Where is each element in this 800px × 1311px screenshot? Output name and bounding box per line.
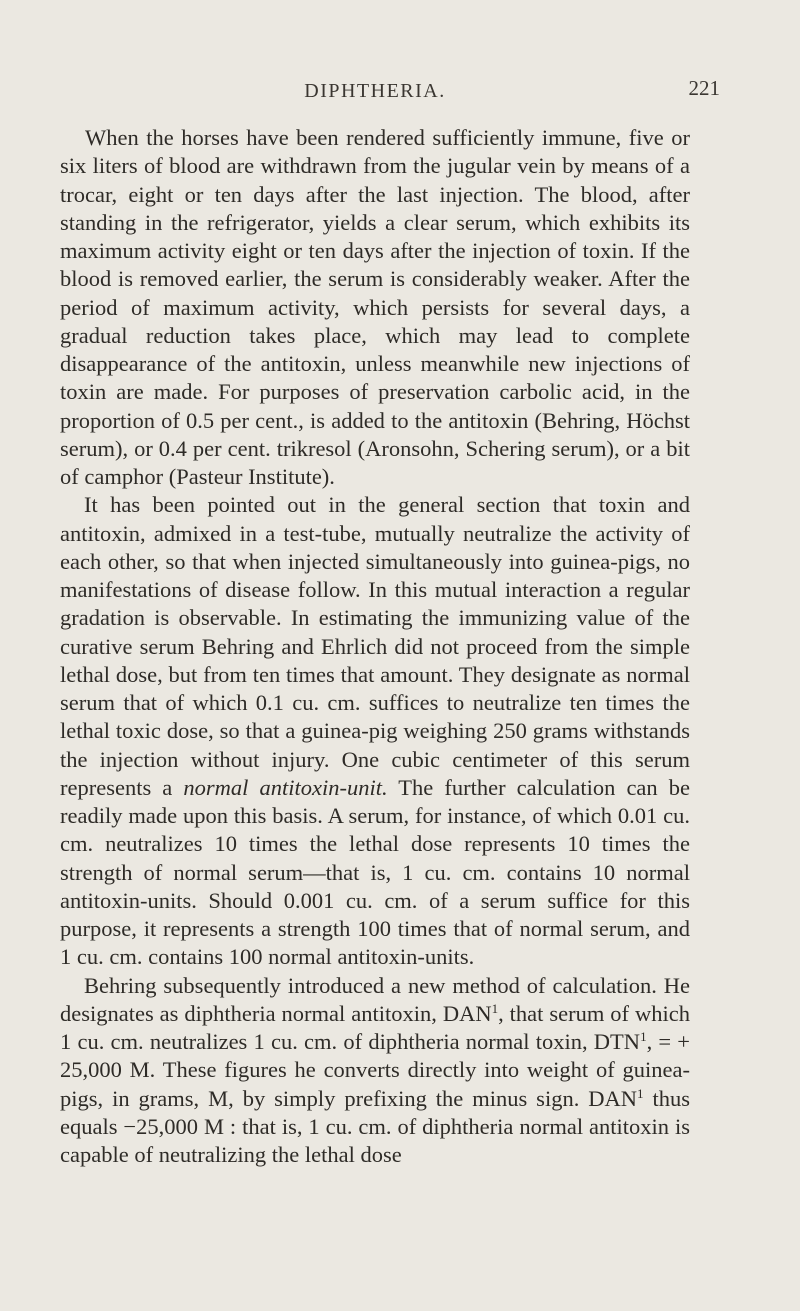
paragraph-text: , = + 25,000 M. These figures he converts directly into weight of guinea-pigs, in grams, M, by simply prefixing the minus sign. DAN	[60, 1029, 690, 1111]
paragraph-behring-calculation	[60, 972, 690, 1170]
paragraph-text: Behring subsequently introduced a new method of calculation. He designates as diphtheria normal antitoxin, DAN	[60, 972, 690, 1026]
paragraph-text: It has been pointed out in the general section that toxin and antitoxin, admixed in a test-tube, mutually neutralize the activity of each other, so that when injected simultaneously into guinea-pigs, no manifestations of disease follow. In this mutual interaction a regular gradation is observable. In estimating the immunizing value of the curative serum Behring and Ehrlich did not proceed from the simple lethal dose, but from ten times that amount. They designate as normal serum that of which 0.1 cu. cm. suffices to neutralize ten times the lethal toxic dose, so that a guinea-pig weighing 250 grams withstands the injection without injury. One cubic centimeter of this serum represents a	[60, 492, 690, 800]
paragraph-serum-collection	[60, 124, 690, 491]
paragraph-text: thus equals −25,000 M : that is, 1 cu. cm. of diphtheria normal antitoxin is capable of neutralizing the lethal dose	[60, 1085, 690, 1167]
running-title: DIPHTHERIA.	[304, 80, 446, 102]
superscript: 1	[491, 1000, 499, 1016]
italic-term: normal antitoxin-unit.	[183, 774, 388, 800]
superscript: 1	[637, 1085, 644, 1101]
page-number: 221	[688, 76, 720, 100]
running-header	[60, 76, 720, 110]
paragraph-text: When the horses have been rendered sufficiently immune, five or six liters of blood are withdrawn from the jugular vein by means of a trocar, eight or ten days after the last injection. The blood, after standing in the refrigerator, yields a clear serum, which exhibits its maximum activity eight or ten days after the injection of toxin. If the blood is removed earlier, the serum is considerably weaker. After the period of maximum activity, which persists for several days, a gradual reduction takes place, which may lead to complete disappearance of the antitoxin, unless meanwhile new injections of toxin are made. For purposes of preservation carbolic acid, in the proportion of 0.5 per cent., is added to the antitoxin (Behring, Höchst serum), or 0.4 per cent. trikresol (Aronsohn, Schering serum), or a bit of camphor (Pasteur Institute).	[60, 125, 690, 489]
paragraph-text: The further calculation can be readily made upon this basis. A serum, for instance, of which 0.01 cu. cm. neutralizes 10 times the lethal dose represents 10 times the strength of normal serum—that is, 1 cu. cm. contains 10 normal antitoxin-units. Should 0.001 cu. cm. of a serum suffice for this purpose, it represents a strength 100 times that of normal serum, and 1 cu. cm. contains 100 normal antitoxin-units.	[60, 774, 690, 970]
body-text	[60, 124, 690, 1169]
paragraph-text: , that serum of which 1 cu. cm. neutralizes 1 cu. cm. of diphtheria normal toxin, DTN	[60, 1000, 690, 1054]
superscript: 1	[640, 1029, 647, 1044]
paragraph-normal-antitoxin-unit	[60, 491, 690, 971]
